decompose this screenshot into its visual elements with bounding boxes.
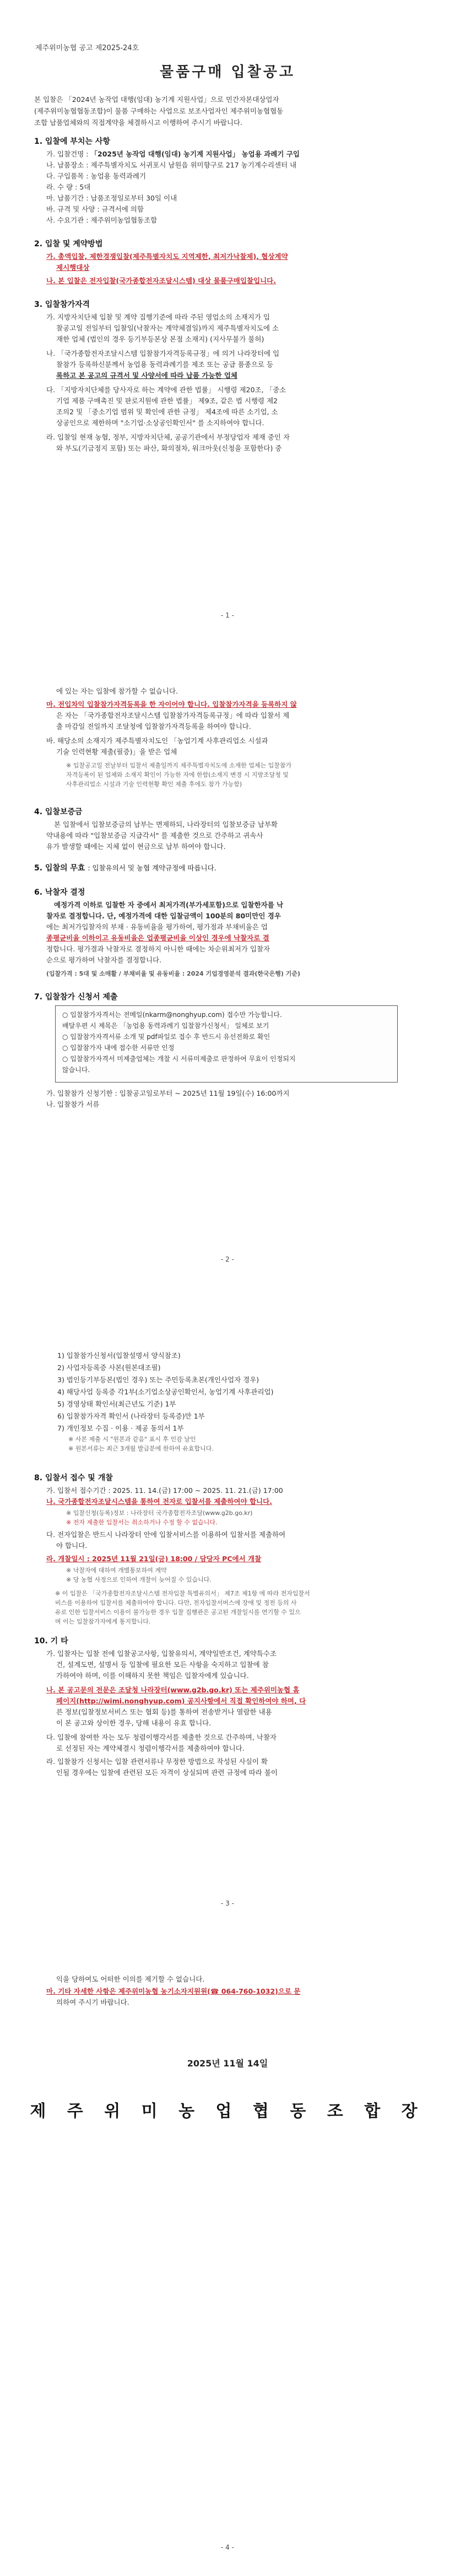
s8-item-d: 라. 개찰일시 : 2025년 11월 21일(금) 18:00 / 담당자 PC에서 개찰 (46, 1555, 262, 1563)
s7-item-a: 가. 입찰참가 신청기한 : 입찰공고일로부터 ~ 2025년 11월 19일(수) 16:00까지 (46, 1089, 290, 1097)
intro-paragraph: 본 입찰은 「2024년 농작업 대행(임대) 농기계 지원사업」으로 민간자본대상업자 (제주위미농협협동조합)이 물품 구매하는 사업으로 보조사업자인 제주위미농협협동 조합 납품업체와의 직접계약을 체결하시고 이행하여 주시기 바랍니다. (34, 95, 284, 127)
s2-item-a: 가. 총액입찰, 제한경쟁입찰(제주특별자치도 지역제한, 최저가낙찰제), 협상계약 제시행대상 (46, 252, 288, 272)
document-page-2 (0, 644, 455, 1288)
s7-doc-list: 1) 입찰참가신청서(입찰설명서 양식참조) 2) 사업자등록증 사본(원본대조필) 3) 법인등기부등본(법인 경우) 또는 주민등록초본(개인사업자 경우) 4) 해당사업 등록증 각1부(소기업소상공인확인서, 농업기계 사후관리업) 5) 경영상태 확인서(최근년도 기준) 1부 6) 입찰참가자격 확인서 (나라장터 등록증)만 1부 7) 개인정보 수집 · 이용 · 제공 동의서 1부 ※ 사본 제출 시 "원본과 같음" 표시 후 인감 날인 ※ 원본서류는 최근 3개월 발급분에 한하여 유효합니다. (57, 1351, 274, 1452)
section-3-heading: 3. 입찰참가자격 (34, 300, 90, 309)
section-4-heading: 4. 입찰보증금 (34, 808, 83, 816)
s1-item-title: 가. 입찰건명 : 「2025년 농작업 대행(임대) 농기계 지원사업」 농업용 과례기 구입 (46, 150, 300, 158)
s3-item-a: 가. 지방자치단체 입찰 및 계약 집행기준에 따라 주된 영업소의 소재지가 입 찰공고일 전일부터 입찰일(낙찰자는 계약체결일)까지 제주특별자치도에 소 재한 업체 (법인의 경우 등기부등본상 본점 소재지) (지사무불가 불허) (46, 313, 279, 343)
s2-item-b: 나. 본 입찰은 전자입찰(국가종합전자조달시스템) 대상 물품구매입찰입니다. (46, 277, 277, 285)
section-5-heading: 5. 입찰의 무효 : 입찰유의서 및 농협 계약규정에 따릅니다. (34, 864, 216, 873)
page-number: - 4 - (221, 2543, 234, 2551)
s1-item-place: 나. 납품장소 : 제주특별자치도 서귀포시 남원읍 위미향구로 217 농기계수리센터 내 (46, 161, 297, 169)
s3-item-c: 다. 「지방자치단체를 당사자로 하는 계약에 관한 법률」 시행령 제20조, 「중소 기업 제품 구매촉진 및 판로지원에 관한 법률」 제9조, 같은 법 시행령 제2 조의2 및 「중소기업 범위 및 확인에 관한 규정」 제4조에 따른 소기업, 소 상공인으로 제한하며 "소기업·소상공인확인서" 를 소지하여야 합니다. (46, 386, 286, 427)
s10-item-b: 나. 본 공고문의 전문은 조달청 나라장터(www.g2b.go.kr) 또는 제주위미농협 홈 페이지(http://wimi.nonghyup.com) 공지사항에서 직접 확인하여야 하며, 다 른 정보(입찰정보서비스 또는 협회 등)를 통하여 전송받거나 열람한 내용 이 본 공고와 상이한 경우, 당해 내용이 유효 합니다. (46, 1686, 306, 1727)
s8-item-b: 나. 국가종합전자조달시스템을 통하여 전자로 입찰서를 제출하여야 합니다. (46, 1497, 272, 1506)
s3-item-e: 마. 전입차익 입찰참가자격등록을 한 자이어야 합니다. 입찰참가자격을 등록하지 않 은 자는 「국가종합전자조달시스템 입찰참가자격등록규정」에 따라 입찰서 제 출 마감일 전일까지 조달청에 입찰참가자격등록을 하여야 합니다. (46, 700, 297, 730)
section-1-heading: 1. 입찰에 부치는 사항 (34, 137, 110, 146)
s3-item-b: 나. 「국가종합전자조달시스템 입찰참가자격등록규정」에 의거 나라장터에 입 찰참가 등록하신분께서 농업용 동력과례기를 제조 또는 공급 품종으로 등 록하고 본 공고의 규격서 및 사양서에 따라 납품 가능한 업체 (46, 349, 280, 380)
s1-item-product: 다. 구입품목 : 농업용 동력과례기 (46, 172, 147, 180)
s4-body: 본 입찰에서 입찰보증금의 납부는 면제하되, 나라장터의 입찰보증금 납부확 약내용에 따라 "입찰보증금 지급각서" 를 제출한 것으로 간주하고 귀속사 유가 발생할 때에는 지체 없이 현금으로 납부 하여야 합니다. (46, 820, 278, 851)
document-page-1 (0, 0, 455, 644)
document-page-4 (0, 1932, 455, 2576)
page-number: - 3 - (221, 1899, 234, 1907)
s7-item-b: 나. 입찰참가 서류 (46, 1100, 100, 1108)
section-2-heading: 2. 입찰 및 계약방법 (34, 240, 103, 248)
announcement-date: 2025년 11월 14일 (187, 2058, 268, 2069)
s10-item-e: 마. 기타 자세한 사항은 제주위미농협 농기소자지원원(☎ 064-760-1032)으로 문 의하여 주시기 바랍니다. (46, 1987, 301, 2006)
s10-item-a: 가. 입찰자는 입찰 전에 입찰공고사항, 입찰유의서, 계약일반조건, 계약특수조 건, 설계도면, 설명서 등 입찰에 필요한 모든 사항을 숙지하고 입찰에 참 가하여야 하며, 이를 이해하지 못한 책임은 입찰자에게 있습니다. (46, 1649, 277, 1680)
s8-b-notes: ※ 입찰신청(등록)정보 : 나라장터 국가종합전자조달(www.g2b.go.kr) ※ 전자 제출한 입찰서는 취소하거나 수정 할 수 없습니다. (66, 1509, 253, 1526)
s3-item-d-end: 에 있는 자는 입찰에 참가할 수 없습니다. (56, 687, 178, 695)
page-title: 물품구매 입찰공고 (160, 64, 295, 80)
s1-item-spec: 바. 규격 및 사양 : 규격서에 의함 (46, 205, 144, 213)
s1-item-period: 마. 납품기간 : 납품조정일로부터 30일 이내 (46, 194, 177, 202)
s8-item-c: 다. 전자입찰은 반드시 나라장터 안에 입찰서비스를 이용하여 입찰서를 제출하여 야 합니다. (46, 1530, 286, 1550)
s6-note: (입찰가격 : 5대 및 소매활 / 부채비율 및 유동비율 : 2024 기업경영분석 결과(한국은행) 기준) (46, 970, 301, 977)
page-number: - 2 - (221, 1255, 234, 1263)
s3-item-d: 라. 입찰일 현재 농협, 정부, 지방자치단체, 공공기관에서 부정당업자 제재 중인 자 와 부도(기금정지 포함) 또는 파산, 화의절차, 워크아웃(신청을 포함한다) 중 (46, 433, 290, 452)
s8-d-notes: ※ 낙찰자에 대하여 개별통보하여 계약 ※ 당 농협 사정으로 인하여 개찰이 늦어질 수 있습니다. (66, 1567, 212, 1583)
s1-item-client: 사. 수요기관 : 제주위미농업협동조합 (46, 216, 158, 224)
s10-item-d: 라. 입찰참가 신청서는 입찰 관련서류나 무정한 방법으로 작성된 사실이 확 인될 경우에는 입찰에 관련된 모든 자격이 상실되며 관련 규정에 따라 불이 (46, 1757, 278, 1777)
section-6-heading: 6. 낙찰자 결정 (34, 888, 85, 897)
s8-item-a: 가. 입찰서 접수기간 : 2025. 11. 14.(금) 17:00 ~ 2025. 11. 21.(금) 17:00 (46, 1486, 283, 1495)
issuer-name: 제 주 위 미 농 업 협 동 조 합 장 (30, 2102, 425, 2121)
s7-notice-box: ○ 입찰참가자격서는 전메일(nkarm@nonghyup.com) 접수만 가능합니다. 배달우편 시 제목은 「농업용 동력과례기 입찰참가신청서」 일체로 보기 ○ 입찰참가자격서류 소개 및 pdf파일로 접수 후 반드시 유선전화로 확인 ○ 입찰참가자 내에 접수한 서류만 인정 ○ 입찰참가자격서 미제출업체는 개찰 시 서류미제출로 판정하여 무효이 인정되지 않습니다. (55, 1005, 398, 1083)
s1-item-qty: 라. 수 량 : 5대 (46, 183, 91, 191)
s3-item-f: 바. 해당소의 소재지가 제주특별자치도인 「농업기계 사후관리업소 시설과 기술 인력현황 제출(필증)」을 받은 업체 (46, 737, 268, 756)
document-page-3 (0, 1288, 455, 1932)
section-8-heading: 8. 입찰서 접수 및 개찰 (34, 1474, 113, 1482)
section-7-heading: 7. 입찰참가 신청서 제출 (34, 993, 118, 1002)
s10-item-d-end: 익을 당하여도 어떠한 이의를 제기할 수 없습니다. (56, 1975, 205, 1983)
doc-number: 제주위미농협 공고 제2025-24호 (35, 44, 139, 52)
page-number: - 1 - (221, 611, 234, 619)
s8-note-block: ※ 이 입찰은 「국가종합전자조달시스템 전자입찰 특별유의서」 제7조 제1항 에 따라 전자입찰서 비스를 이용하여 입찰서를 제출하여야 합니다. 다만, 전자입찰서버스에 장애 및 정전 등의 사 유로 인한 입찰서비스 이용이 불가능한 경우 입찰 집행관은 공고된 개찰일시를 연기할 수 있으 며 이는 입찰참가자에게 통지합니다. (55, 1590, 310, 1625)
s6-body: 예정가격 이하로 입찰한 자 중에서 최저가격(부가세포함)으로 입찰한자를 낙 찰자로 결정합니다. 단, 예정가격에 대한 입찰금액이 100분의 80미만인 경우 에는 최저가입찰자의 부채 · 유동비율을 평가하여, 평가점과 부채비율은 업 종평균비율 이하이고 유동비율은 업종평균비율 이상인 경우에 낙찰자로 결 정합니다. 평가결과 낙찰자로 결정하지 아니한 때에는 차순위최저가 입찰자 순으로 평가하여 낙찰자를 결정합니다. (46, 901, 284, 964)
s10-item-c: 다. 입찰에 참여한 자는 모두 청렴이행각서를 제출한 것으로 간주하며, 낙찰자 로 선정된 자는 계약체결시 청렴이행각서를 제출하여야 합니다. (46, 1733, 277, 1752)
section-10-heading: 10. 기 타 (34, 1637, 68, 1646)
s3-notes: ※ 입찰공고일 전날부터 입찰서 제출일까지 제주특별자치도에 소재한 업체는 입찰참가 자격등록이 된 업체와 소재지 확인이 가능한 자에 한함(소재지 변경 시 지방조달청 및 사후관리업소 시설과 기술 인력현황 확인 제출 후에도 참가 가능함) (66, 762, 292, 788)
